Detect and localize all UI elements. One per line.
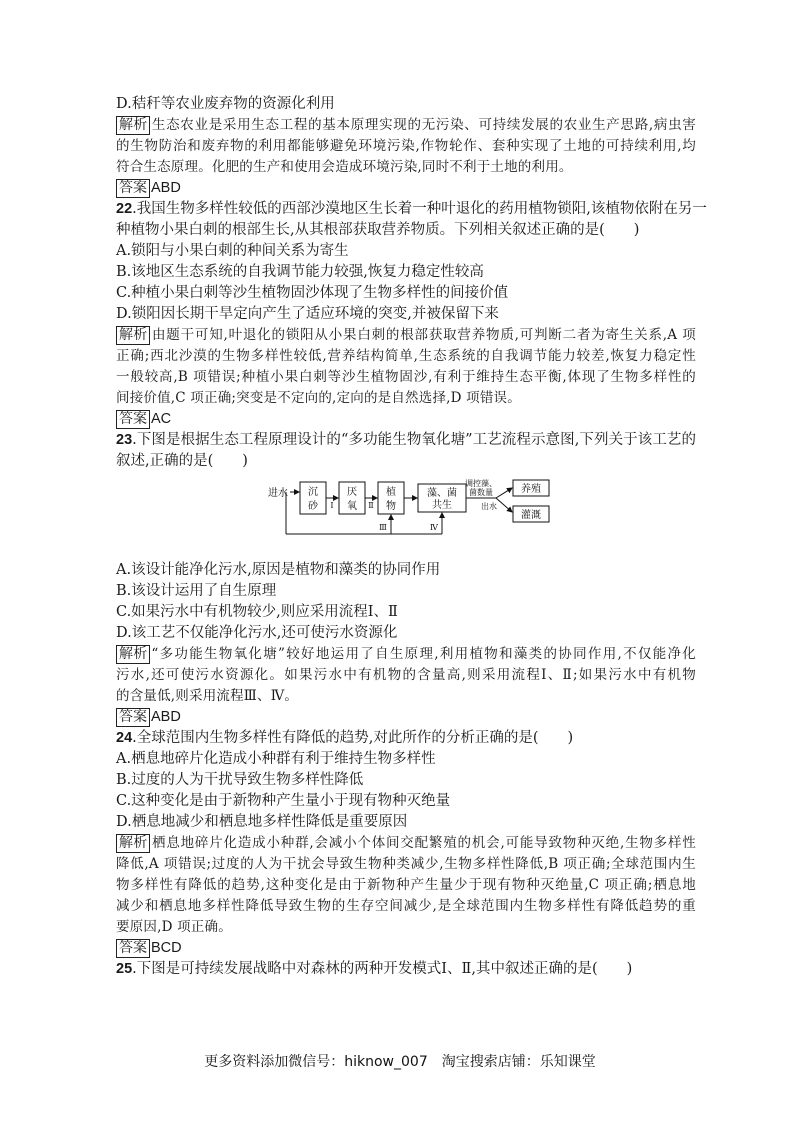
answer-tag: 答案 bbox=[116, 410, 150, 429]
explanation-tag: 解析 bbox=[116, 116, 150, 135]
svg-text:菌数量: 菌数量 bbox=[469, 488, 493, 497]
q24-answer: 答案 BCD bbox=[116, 938, 696, 959]
route-4-label: Ⅳ bbox=[430, 523, 438, 532]
q23-explanation: 解析 “多功能生物氧化塘”较好地运用了自生原理,利用植物和藻类的协同作用,不仅能净化 污水,还可使污水资源化。如果污水中有机物的含量高,则采用流程Ⅰ、Ⅱ;如果污水中有机物 的含量低,则采用流程Ⅲ、Ⅳ。 bbox=[116, 646, 696, 704]
q22-stem: 22.我国生物多样性较低的西部沙漠地区生长着一种叶退化的药用植物锁阳,该植物依附在另一 种植物小果白刺的根部生长,从其根部获取营养物质。下列相关叙述正确的是( ) bbox=[116, 201, 707, 238]
outflow-label: 出水 bbox=[481, 502, 497, 511]
q24-option-d: D.栖息地减少和栖息地多样性降低是重要原因 bbox=[116, 814, 408, 830]
q22-option-d: D.锁阳因长期干旱定向产生了适应环境的突变,并被保留下来 bbox=[116, 306, 499, 322]
svg-text:藻、菌: 藻、菌 bbox=[427, 488, 457, 499]
q24-option-b: B.过度的人为干扰导致生物多样性降低 bbox=[116, 772, 364, 788]
explanation-tag: 解析 bbox=[116, 326, 150, 345]
q23-number: 23 bbox=[116, 432, 133, 448]
q24-explanation: 解析 栖息地碎片化造成小种群,会减小个体间交配繁殖的机会,可能导致物种灭绝,生物多样性 降低,A 项错误;过度的人为干扰会导致生物种类减少,生物多样性降低,B 项正确;全球范围内生 物多样性有降低的趋势,这种变化是由于新物种产生量少于现有物种灭绝量,C 项正确;栖息地 减少和栖息地多样性降低导致生物的生存空间减少,是全球范围内生物多样性有降低趋势的重 要原因,D 项正确。 bbox=[116, 835, 696, 935]
q24-option-a: A.栖息地碎片化造成小种群有利于维持生物多样性 bbox=[116, 751, 436, 767]
explanation-tag: 解析 bbox=[116, 834, 150, 853]
route-1-label: Ⅰ bbox=[330, 501, 334, 510]
q22-option-a: A.锁阳与小果白刺的种间关系为寄生 bbox=[116, 243, 349, 259]
inflow-label: 进水 bbox=[268, 488, 288, 499]
q21-answer: 答案 ABD bbox=[116, 178, 696, 199]
svg-text:物: 物 bbox=[386, 501, 396, 512]
q22-explanation: 解析 由题干可知,叶退化的锁阳从小果白刺的根部获取营养物质,可判断二者为寄生关系,A 项 正确;西北沙漠的生物多样性较低,营养结构简单,生态系统的自我调节能力较差,恢复力稳定性 一般较高,B 项错误;种植小果白刺等沙生植物固沙,有利于维持生态平衡,体现了生物多样性的 间接价值,C 项正确;突变是不定向的,定向的是自然选择,D 项错误。 bbox=[116, 327, 696, 406]
q21-explanation: 解析 生态农业是采用生态工程的基本原理实现的无污染、可持续发展的农业生产思路,病虫害 的生物防治和废弃物的利用都能够避免环境污染,作物轮作、套种实现了土地的可持续利用,均 符合生态原理。化肥的生产和使用会造成环境污染,同时不利于土地的利用。 bbox=[116, 117, 696, 175]
q25-stem: 25.下图是可持续发展战略中对森林的两种开发模式Ⅰ、Ⅱ,其中叙述正确的是( ) bbox=[116, 961, 633, 977]
q24-option-c: C.这种变化是由于新物种产生量小于现有物种灭绝量 bbox=[116, 793, 451, 809]
q25-number: 25 bbox=[116, 961, 133, 977]
page-footer: 更多资料添加微信号：hiknow_007 淘宝搜索店铺：乐知课堂 bbox=[204, 1054, 596, 1070]
route-3-label: Ⅲ bbox=[379, 523, 387, 532]
answer-tag: 答案 bbox=[116, 939, 150, 958]
svg-text:砂: 砂 bbox=[308, 501, 318, 512]
control-label: 调控藻、 bbox=[465, 479, 497, 488]
q23-stem: 23.下图是根据生态工程原理设计的“多功能生物氧化塘”工艺流程示意图,下列关于该工艺的 叙述,正确的是( ) bbox=[116, 432, 696, 469]
q23-option-a: A.该设计能净化污水,原因是植物和藻类的协同作用 bbox=[116, 562, 441, 578]
oxidation-pond-flow-diagram bbox=[266, 478, 566, 556]
svg-text:沉: 沉 bbox=[308, 487, 318, 498]
q23-option-c: C.如果污水中有机物较少,则应采用流程Ⅰ、Ⅱ bbox=[116, 604, 398, 620]
svg-text:氧: 氧 bbox=[347, 501, 357, 512]
q22-number: 22 bbox=[116, 201, 133, 217]
q23-answer: 答案 ABD bbox=[116, 707, 696, 728]
q22-answer: 答案 AC bbox=[116, 409, 696, 430]
q23-option-b: B.该设计运用了自生原理 bbox=[116, 583, 277, 599]
answer-tag: 答案 bbox=[116, 179, 150, 198]
page-content bbox=[116, 94, 707, 980]
svg-text:养殖: 养殖 bbox=[521, 484, 541, 495]
q22-option-b: B.该地区生态系统的自我调节能力较强,恢复力稳定性较高 bbox=[116, 264, 484, 280]
q22-option-c: C.种植小果白刺等沙生植物固沙体现了生物多样性的间接价值 bbox=[116, 285, 509, 301]
q23-option-d: D.该工艺不仅能净化污水,还可使污水资源化 bbox=[116, 625, 398, 641]
svg-text:灌溉: 灌溉 bbox=[521, 510, 541, 521]
q24-stem: 24.全球范围内生物多样性有降低的趋势,对此所作的分析正确的是( ) bbox=[116, 730, 574, 746]
explanation-tag: 解析 bbox=[116, 645, 150, 664]
q24-number: 24 bbox=[116, 730, 133, 746]
answer-tag: 答案 bbox=[116, 708, 150, 727]
svg-text:厌: 厌 bbox=[347, 487, 357, 498]
svg-text:共生: 共生 bbox=[432, 500, 452, 511]
q21-option-d: D.秸秆等农业废弃物的资源化利用 bbox=[116, 96, 335, 112]
svg-text:植: 植 bbox=[386, 487, 396, 498]
route-2-label: Ⅱ bbox=[368, 501, 374, 510]
